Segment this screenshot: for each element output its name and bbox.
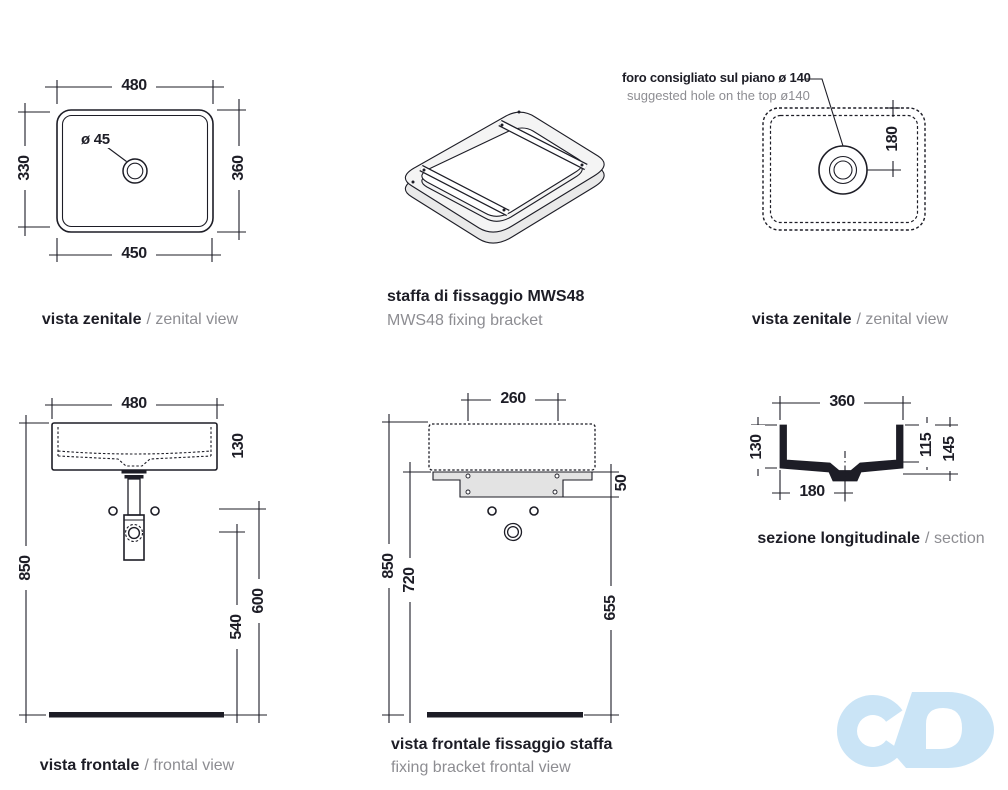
dim-label-130-rim: 130	[231, 424, 247, 468]
zenital-left-drawing	[18, 80, 246, 262]
dim-label-360-section: 360	[820, 394, 864, 410]
dim-label-180-drain: 180	[790, 484, 834, 500]
basin-dashed-outline	[429, 424, 595, 470]
dim-label-50: 50	[613, 474, 630, 492]
dim-label-260: 260	[491, 391, 535, 407]
section-body	[780, 425, 903, 481]
caption-bold: staffa di fissaggio MWS48	[387, 288, 585, 305]
caption-light: / zenital view	[146, 311, 239, 328]
caption-bold: vista frontale fissaggio staffa	[391, 736, 613, 753]
caption-bold: vista zenitale	[751, 311, 852, 328]
dim-label-115: 115	[919, 423, 935, 467]
dim-label-850-bracket: 850	[381, 544, 397, 588]
caption-bracket-iso	[387, 288, 584, 305]
screw-hole-icon	[466, 490, 470, 494]
dim-label-540: 540	[229, 605, 245, 649]
dim-label-600: 600	[251, 579, 267, 623]
caption-bracket-frontal-en	[391, 759, 571, 776]
dim-label-480-top: 480	[112, 78, 156, 94]
fixing-hole-icon	[109, 507, 117, 515]
caption-light: / frontal view	[144, 757, 235, 774]
dim-label-180-offset: 180	[885, 117, 901, 161]
caption-frontal	[22, 757, 252, 774]
screw-hole-icon	[553, 490, 557, 494]
floor-line	[427, 712, 583, 718]
caption-bracket-iso-en	[387, 312, 543, 329]
suggested-hole-icon	[819, 146, 867, 194]
screw-hole-icon	[466, 474, 470, 478]
caption-zenital-left	[25, 311, 255, 328]
suggested-hole-note-it: foro consigliato sul piano ø 140	[622, 70, 811, 85]
caption-section	[751, 530, 991, 547]
dim-label-850: 850	[18, 546, 34, 590]
dim-label-720: 720	[402, 558, 418, 602]
drain-icon	[123, 159, 147, 183]
caption-light: / zenital view	[856, 311, 949, 328]
caption-light: fixing bracket frontal view	[391, 759, 571, 776]
caption-bold: vista zenitale	[41, 311, 142, 328]
caption-light: / section	[925, 530, 985, 547]
basin-front-outline	[52, 423, 217, 470]
basin-outline	[57, 110, 213, 232]
dim-label-130-wall: 130	[749, 425, 765, 469]
caption-bold: vista frontale	[39, 757, 140, 774]
dim-label-145: 145	[942, 427, 958, 471]
dim-label-480-front: 480	[112, 396, 156, 412]
caption-bracket-frontal-it	[391, 736, 612, 753]
fixing-bracket-iso-drawing	[405, 111, 604, 244]
caption-bold: sezione longitudinale	[757, 530, 921, 547]
dim-label-655: 655	[603, 586, 619, 630]
drain-diameter-label: ø 45	[81, 131, 110, 148]
fixing-hole-icon	[151, 507, 159, 515]
caption-light: MWS48 fixing bracket	[387, 312, 543, 329]
dim-label-360: 360	[231, 146, 247, 190]
floor-line	[49, 712, 224, 718]
drain-pipe	[128, 479, 140, 515]
screw-hole-icon	[555, 474, 559, 478]
dim-label-330: 330	[17, 146, 33, 190]
dim-label-450: 450	[112, 246, 156, 262]
caption-zenital-right	[735, 311, 965, 328]
fixing-hole-icon	[530, 507, 538, 515]
suggested-hole-note-en: suggested hole on the top ø140	[627, 88, 810, 103]
brand-logo-icon	[837, 692, 994, 768]
bracket-shape	[433, 472, 592, 497]
fixing-hole-icon	[488, 507, 496, 515]
